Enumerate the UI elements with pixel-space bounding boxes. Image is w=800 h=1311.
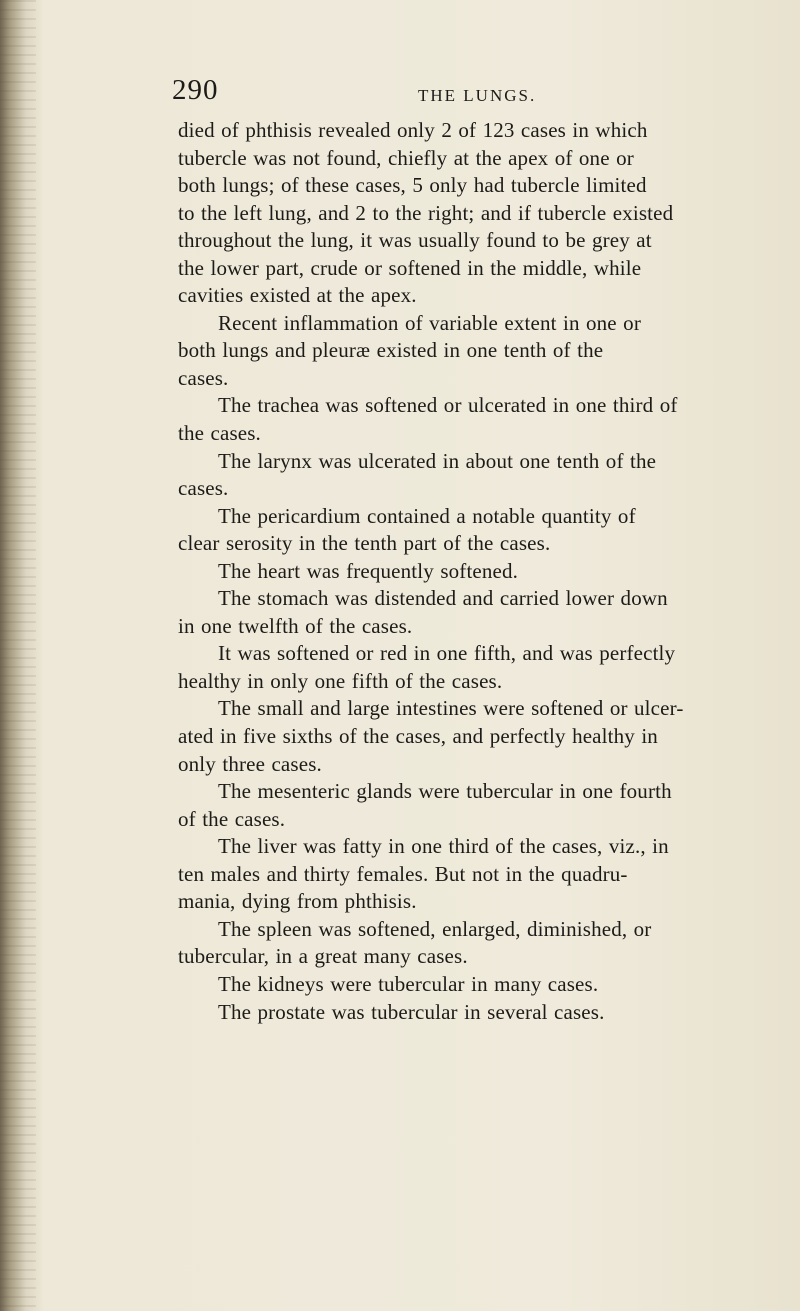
text-line: The heart was frequently softened. [218,558,519,583]
text-line: both lungs and pleuræ existed in one tenth of the [178,338,604,363]
running-head: THE LUNGS. [418,86,537,105]
text-line: ated in five sixths of the cases, and perfectly healthy in [178,724,658,749]
text-line: tubercular, in a great many cases. [178,944,468,969]
text-line: The pericardium contained a notable quantity of [218,503,636,528]
text-line: The spleen was softened, enlarged, diminished, or [218,916,652,941]
text-line: ten males and thirty females. But not in the quadru- [178,861,628,886]
text-line: cavities existed at the apex. [178,283,417,308]
text-line: the lower part, crude or softened in the middle, while [178,255,642,280]
text-line: The prostate was tubercular in several cases. [218,999,605,1024]
text-line: The stomach was distended and carried lower down [218,586,668,611]
page-header [172,74,732,108]
page-number: 290 [172,74,219,106]
binding-gutter [0,0,36,1311]
text-line: clear serosity in the tenth part of the cases. [178,531,551,556]
text-line: Recent inflammation of variable extent in one or [218,310,641,335]
text-line: to the left lung, and 2 to the right; and if tubercle existed [178,200,674,225]
text-line: cases. [178,365,229,390]
text-line: only three cases. [178,751,322,776]
text-line: The larynx was ulcerated in about one tenth of the [218,448,657,473]
text-line: cases. [178,476,229,501]
text-line: The kidneys were tubercular in many cases. [218,971,599,996]
body-text [178,117,788,1026]
text-line: mania, dying from phthisis. [178,889,417,914]
text-line: The liver was fatty in one third of the cases, viz., in [218,834,669,859]
text-line: The trachea was softened or ulcerated in one third of [218,393,678,418]
text-line: both lungs; of these cases, 5 only had tubercle limited [178,173,647,198]
text-line: in one twelfth of the cases. [178,613,413,638]
text-line: The small and large intestines were softened or ulcer- [218,696,684,721]
text-line: healthy in only one fifth of the cases. [178,668,503,693]
text-line: tubercle was not found, chiefly at the apex of one or [178,145,634,170]
text-line: died of phthisis revealed only 2 of 123 cases in which [178,118,648,142]
text-line: the cases. [178,421,261,446]
text-line: throughout the lung, it was usually found to be grey at [178,228,652,253]
text-line: of the cases. [178,806,286,831]
text-line: The mesenteric glands were tubercular in one fourth [218,779,672,804]
text-line: It was softened or red in one fifth, and was perfectly [218,641,676,666]
